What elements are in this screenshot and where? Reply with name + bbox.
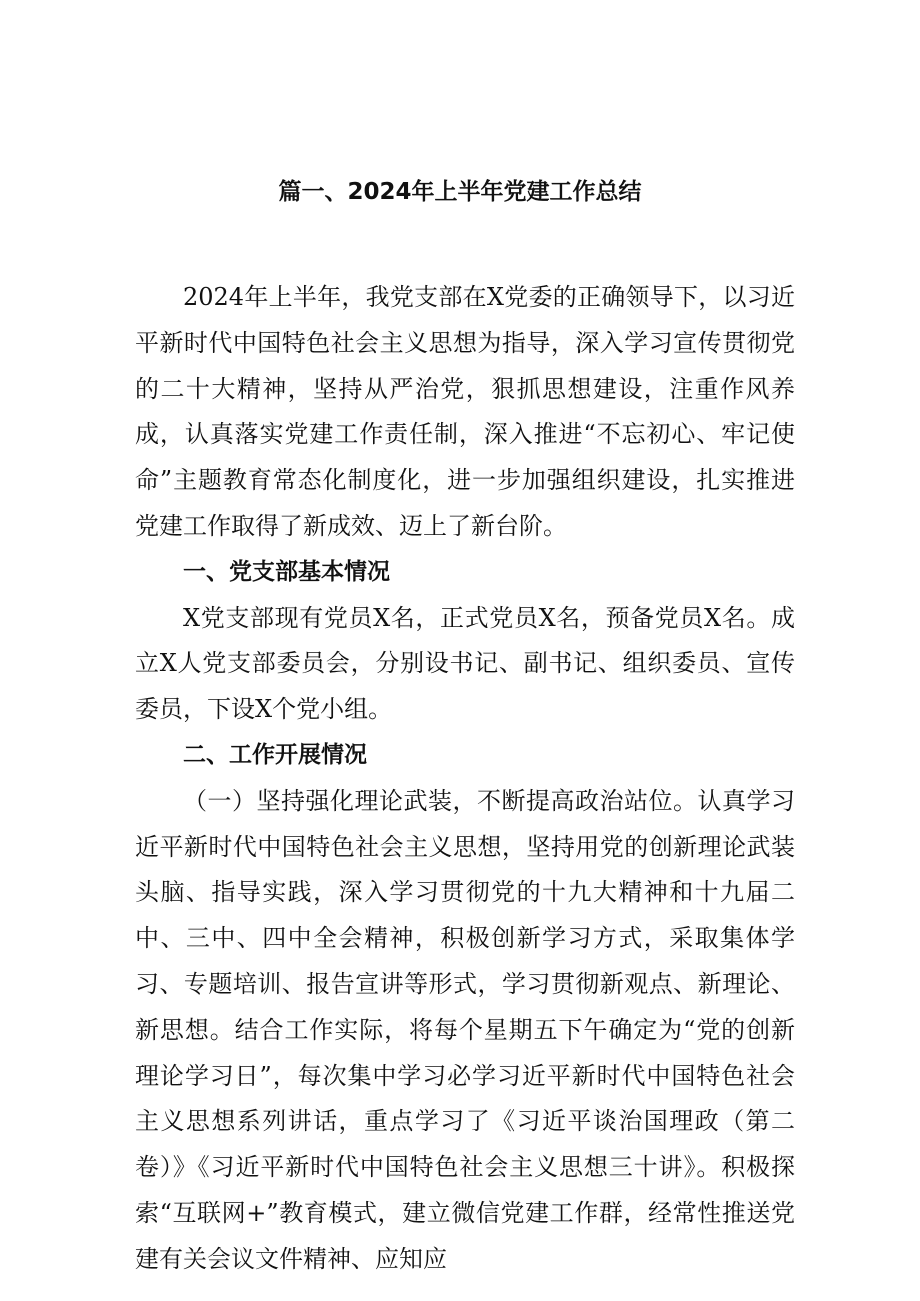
work-progress-paragraph: （一）坚持强化理论武装，不断提高政治站位。认真学习近平新时代中国特色社会主义思想，坚持用党的创新理论武装头脑、指导实践，深入学习贯彻党的十九大精神和十九届二中、三中、四中全会精神，积极创新学习方式，采取集体学习、专题培训、报告宣讲等形式，学习贯彻新观点、新理论、新思想。结合工作实际，将每个星期五下午确定为“党的创新理论学习日”，每次集中学习必学习近平新时代中国特色社会主义思想系列讲话，重点学习了《习近平谈治国理政（第二卷）》《习近平新时代中国特色社会主义思想三十讲》。积极探索“互联网+”教育模式，建立微信党建工作群，经常性推送党建有关会议文件精神、应知应 [135, 786, 795, 1273]
document-body [135, 275, 795, 1283]
document-title: 篇一、2024年上半年党建工作总结 [278, 179, 642, 205]
intro-paragraph: 2024年上半年，我党支部在X党委的正确领导下，以习近平新时代中国特色社会主义思想为指导，深入学习宣传贯彻党的二十大精神，坚持从严治党，狠抓思想建设，注重作风养成，认真落实党建工作责任制，深入推进“不忘初心、牢记使命”主题教育常态化制度化，进一步加强组织建设，扎实推进党建工作取得了新成效、迈上了新台阶。 [135, 283, 795, 540]
basic-info-paragraph: X党支部现有党员X名，正式党员X名，预备党员X名。成立X人党支部委员会，分别设书记、副书记、组织委员、宣传委员，下设X个党小组。 [135, 603, 795, 724]
section-heading-basic-info: 一、党支部基本情况 [183, 558, 390, 585]
section-heading-work-progress: 二、工作开展情况 [183, 741, 367, 768]
